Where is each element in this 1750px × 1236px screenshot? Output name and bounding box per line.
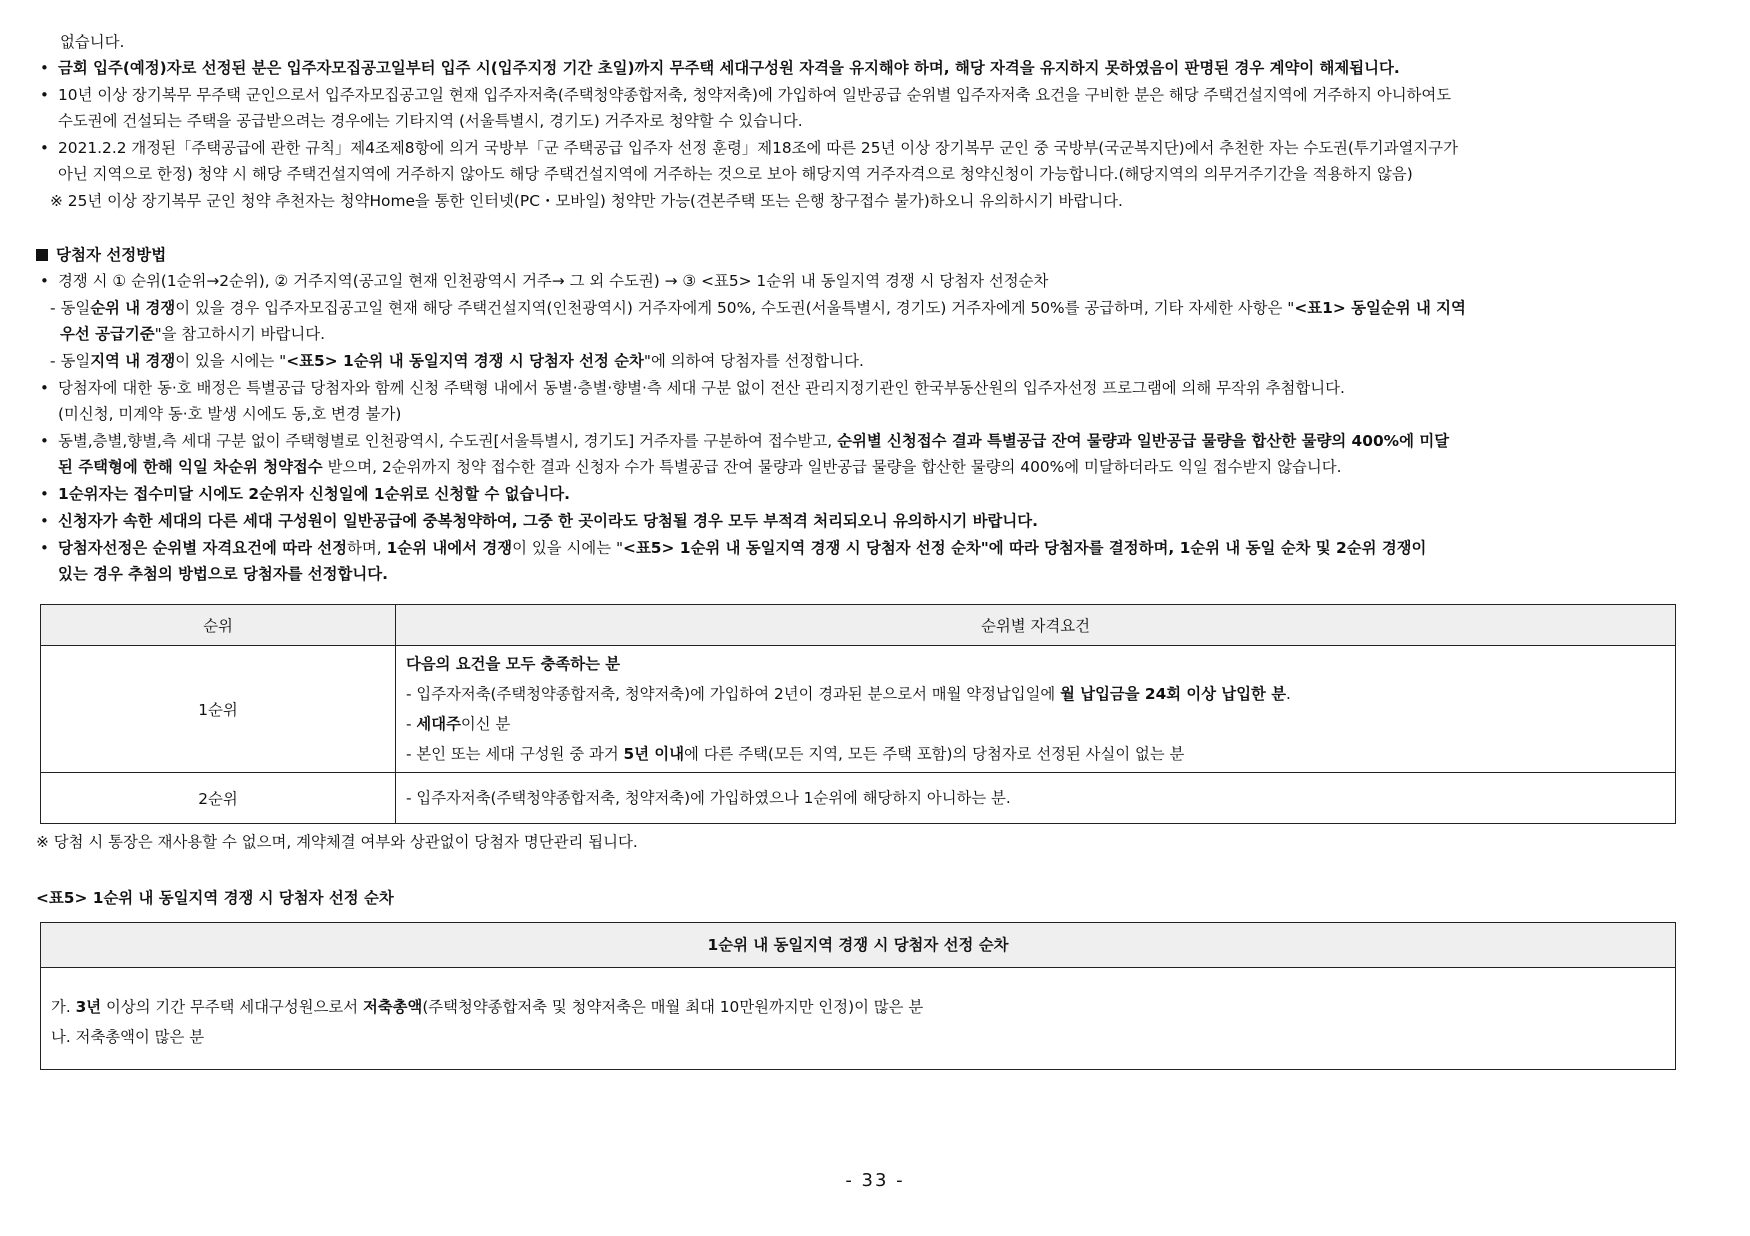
bullet-dot: •: [40, 432, 49, 450]
winner-selection-line2: 있는 경우 추첨의 방법으로 당첨자를 선정합니다.: [58, 565, 388, 583]
square-bullet-icon: [36, 249, 48, 261]
bullet-dot: •: [40, 59, 49, 77]
table5: [40, 922, 1676, 1070]
same-region-competition: - 동일지역 내 경쟁이 있을 시에는 "<표5> 1순위 내 동일지역 경쟁 시 당첨자 선정 순차"에 의하여 당첨자를 선정합니다.: [50, 352, 864, 370]
bullet-military-25y-line1: 2021.2.2 개정된「주택공급에 관한 규칙」제4조제8항에 의거 국방부「군 주택공급 입주자 선정 훈령」제18조에 따른 25년 이상 장기복무 군인 중 국방부(국군복지단)에서 추천한 자는 수도권(투기과열지구가: [58, 139, 1459, 157]
bullet-dot: •: [40, 539, 49, 557]
table5-item: 가. 3년 이상의 기간 무주택 세대구성원으로서 저축총액(주택청약종합저축 및 청약저축은 매월 최대 10만원까지만 인정)이 많은 분: [51, 998, 924, 1016]
next-rank-line2: 된 주택형에 한해 익일 차순위 청약접수 받으며, 2순위까지 청약 접수한 결과 신청자 수가 특별공급 잔여 물량과 일반공급 물량을 합산한 물량의 400%에 미달하더라도 익일 접수받지 않습니다.: [58, 458, 1342, 476]
table5-caption: <표5> 1순위 내 동일지역 경쟁 시 당첨자 선정 순차: [36, 889, 394, 907]
unit-assignment-line2: (미신청, 미계약 동·호 발생 시에도 동,호 변경 불가): [58, 405, 402, 423]
table-row: [41, 773, 1676, 824]
rank-cell: 1순위: [41, 646, 396, 773]
bullet-dot: •: [40, 139, 49, 157]
same-rank-competition-line1: - 동일순위 내 경쟁이 있을 경우 입주자모집공고일 현재 해당 주택건설지역(인천광역시) 거주자에게 50%, 수도권(서울특별시, 경기도) 거주자에게 50%를 공급하며, 기타 자세한 사항은 "<표1> 동일순위 내 지역: [50, 299, 1466, 317]
bullet-dot: •: [40, 86, 49, 104]
competition-order: 경쟁 시 ① 순위(1순위→2순위), ② 거주지역(공고일 현재 인천광역시 거주→ 그 외 수도권) → ③ <표5> 1순위 내 동일지역 경쟁 시 당첨자 선정순차: [58, 272, 1049, 290]
requirements-cell: [396, 646, 1676, 773]
first-rank-restriction: 1순위자는 접수미달 시에도 2순위자 신청일에 1순위로 신청할 수 없습니다.: [58, 485, 570, 503]
bullet-contract-cancel: 금회 입주(예정)자로 선정된 분은 입주자모집공고일부터 입주 시(입주지정 기간 초일)까지 무주택 세대구성원 자격을 유지해야 하며, 해당 자격을 유지하지 못하였음이 판명된 경우 계약이 해제됩니다.: [58, 59, 1400, 77]
same-rank-competition-line2: 우선 공급기준"을 참고하시기 바랍니다.: [60, 325, 325, 343]
requirement-intro: 다음의 요건을 모두 충족하는 분: [406, 655, 621, 673]
duplicate-application-warning: 신청자가 속한 세대의 다른 세대 구성원이 일반공급에 중복청약하여, 그중 한 곳이라도 당첨될 경우 모두 부적격 처리되오니 유의하시기 바랍니다.: [58, 512, 1038, 530]
table5-header: 1순위 내 동일지역 경쟁 시 당첨자 선정 순차: [41, 923, 1675, 968]
bullet-dot: •: [40, 485, 49, 503]
requirement-item: - 입주자저축(주택청약종합저축, 청약저축)에 가입하였으나 1순위에 해당하지 아니하는 분.: [406, 789, 1011, 807]
rank-cell: 2순위: [41, 773, 396, 824]
column-header-requirements: 순위별 자격요건: [396, 605, 1676, 646]
winner-selection-line1: 당첨자선정은 순위별 자격요건에 따라 선정하며, 1순위 내에서 경쟁이 있을 시에는 "<표5> 1순위 내 동일지역 경쟁 시 당첨자 선정 순차"에 따라 당첨자를 결정하며, 1순위 내 동일 순차 및 2순위 경쟁이: [58, 539, 1427, 557]
bullet-dot: •: [40, 512, 49, 530]
table-row: [41, 646, 1676, 773]
bullet-military-10y-line1: 10년 이상 장기복무 무주택 군인으로서 입주자모집공고일 현재 입주자저축(주택청약종합저축, 청약저축)에 가입하여 일반공급 순위별 입주자저축 요건을 구비한 분은 해당 주택건설지역에 거주하지 아니하여도: [58, 86, 1452, 104]
unit-assignment-line1: 당첨자에 대한 동·호 배정은 특별공급 당첨자와 함께 신청 주택형 내에서 동별·층별·향별·측 세대 구분 없이 전산 관리지정기관인 한국부동산원의 입주자선정 프로그램에 의해 무작위 추첨합니다.: [58, 379, 1345, 397]
requirement-item: - 세대주이신 분: [406, 715, 511, 733]
table5-item: 나. 저축총액이 많은 분: [51, 1028, 205, 1046]
bullet-military-10y-line2: 수도권에 건설되는 주택을 공급받으려는 경우에는 기타지역 (서울특별시, 경기도) 거주자로 청약할 수 있습니다.: [58, 112, 803, 130]
bullet-military-25y-line2: 아닌 지역으로 한정) 청약 시 해당 주택건설지역에 거주하지 않아도 해당 주택건설지역에 거주하는 것으로 보아 해당지역 거주자격으로 청약신청이 가능합니다.(해당지역의 의무거주기간을 적용하지 않음): [58, 165, 1413, 183]
table5-body: [41, 968, 1675, 1052]
note-military-online: ※ 25년 이상 장기복무 군인 청약 추천자는 청약Home을 통한 인터넷(PC・모바일) 청약만 가능(견본주택 또는 은행 창구접수 불가)하오니 유의하시기 바랍니다.: [50, 192, 1123, 210]
bullet-dot: •: [40, 379, 49, 397]
column-header-rank: 순위: [41, 605, 396, 646]
bullet-dot: •: [40, 272, 49, 290]
next-rank-line1: 동별,층별,향별,측 세대 구분 없이 주택형별로 인천광역시, 수도권[서울특별시, 경기도] 거주자를 구분하여 접수받고, 순위별 신청접수 결과 특별공급 잔여 물량과 일반공급 물량을 합산한 물량의 400%에 미달: [58, 432, 1450, 450]
requirements-cell: [396, 773, 1676, 824]
page-number: - 33 -: [845, 1170, 905, 1191]
continued-text: 없습니다.: [60, 33, 125, 51]
section-title: 당첨자 선정방법: [36, 245, 166, 265]
bankbook-note: ※ 당첨 시 통장은 재사용할 수 없으며, 계약체결 여부와 상관없이 당첨자 명단관리 됩니다.: [36, 833, 638, 851]
table-header-row: [41, 605, 1676, 646]
requirement-item: - 본인 또는 세대 구성원 중 과거 5년 이내에 다른 주택(모든 지역, 모든 주택 포함)의 당첨자로 선정된 사실이 없는 분: [406, 745, 1185, 763]
rank-requirements-table: [40, 604, 1676, 824]
requirement-item: - 입주자저축(주택청약종합저축, 청약저축)에 가입하여 2년이 경과된 분으로서 매월 약정납입일에 월 납입금을 24회 이상 납입한 분.: [406, 685, 1291, 703]
